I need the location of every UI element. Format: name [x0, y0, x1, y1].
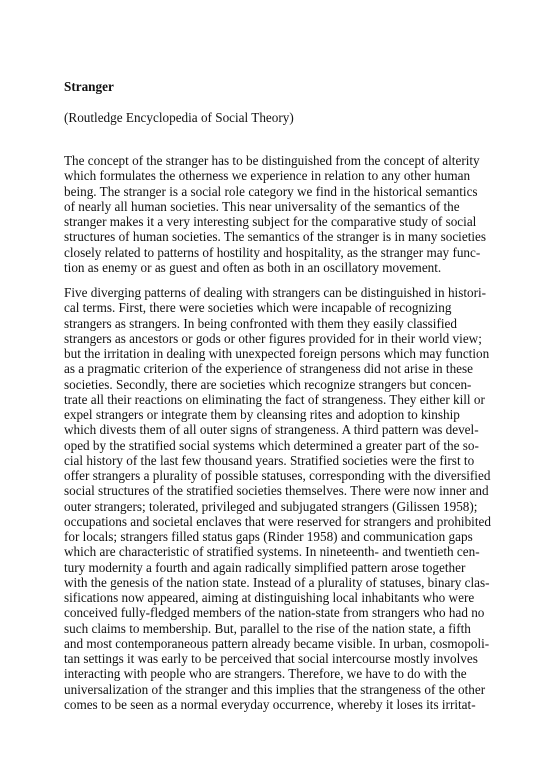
text-line: societies. Secondly, there are societies which recognize strangers but concen-	[64, 376, 472, 392]
text-line: structures of human societies. The semantics of the stranger is in many societies	[64, 229, 487, 245]
text-line: as a pragmatic criterion of the experience of strangeness did not arise in these	[64, 361, 474, 377]
text-line: with the genesis of the nation state. Instead of a plurality of statuses, binary clas-	[64, 574, 490, 590]
text-line: tury modernity a fourth and again radically simplified pattern arose together	[64, 559, 466, 575]
text-line: oped by the stratified social systems which determined a greater part of the so-	[64, 437, 479, 453]
document-source: (Routledge Encyclopedia of Social Theory)	[64, 110, 294, 125]
text-line: which divests them of all outer signs of strangeness. A third pattern was devel-	[64, 422, 479, 438]
text-line: comes to be seen as a normal everyday occurrence, whereby it loses its irritat-	[64, 696, 476, 712]
text-line: of nearly all human societies. This near universality of the semantics of the	[64, 198, 460, 214]
text-line: Five diverging patterns of dealing with strangers can be distinguished in histori-	[64, 285, 487, 300]
text-line: expel strangers or integrate them by cleansing rites and adoption to kinship	[64, 407, 460, 422]
text-line: tan settings it was early to be perceived that social intercourse mostly involves	[64, 651, 478, 666]
text-line: cal terms. First, there were societies which were incapable of recognizing	[64, 300, 452, 316]
text-line: which are characteristic of stratified systems. In nineteenth- and twentieth cen-	[64, 544, 480, 560]
text-line: social structures of the stratified societies themselves. There were now inner and	[64, 483, 489, 499]
text-line: universalization of the stranger and this implies that the strangeness of the other	[64, 681, 486, 697]
text-line: stranger makes it a very interesting subject for the comparative study of social	[64, 214, 477, 229]
text-line: outer strangers; tolerated, privileged and subjugated strangers (Gilissen 1958);	[64, 498, 478, 514]
document-title: Stranger	[64, 79, 114, 94]
text-line: for locals; strangers filled status gaps (Rinder 1958) and communication gaps	[64, 529, 473, 544]
text-line: occupations and societal enclaves that were reserved for strangers and prohibited	[64, 513, 491, 529]
paragraph-1	[64, 153, 486, 275]
text-line: closely related to patterns of hostility and hospitality, as the stranger may func-	[64, 244, 481, 260]
text-line: being. The stranger is a social role category we find in the historical semantics	[64, 183, 478, 199]
text-line: The concept of the stranger has to be distinguished from the concept of alterity	[64, 153, 480, 168]
text-line: tion as enemy or as guest and often as both in an oscillatory movement.	[64, 259, 442, 275]
text-line: such claims to membership. But, parallel to the rise of the nation state, a fifth	[64, 620, 471, 636]
text-line: conceived fully-fledged members of the nation-state from strangers who had no	[64, 605, 485, 621]
text-line: cial history of the last few thousand years. Stratified societies were the first to	[64, 452, 475, 468]
text-line: interacting with people who are strangers. Therefore, we have to do with the	[64, 666, 467, 682]
text-line: but the irritation in dealing with unexpected foreign persons which may function	[64, 346, 490, 361]
paragraph-2	[64, 285, 491, 712]
text-line: sifications now appeared, aiming at distinguishing local inhabitants who were	[64, 590, 475, 605]
text-line: which formulates the otherness we experience in relation to any other human	[64, 168, 471, 184]
text-line: trate all their reactions on eliminating the fact of strangeness. They either kill or	[64, 391, 485, 407]
text-line: offer strangers a plurality of possible statuses, corresponding with the diversified	[64, 468, 491, 483]
text-line: strangers as ancestors or gods or other figures provided for in their world view;	[64, 330, 482, 346]
text-line: strangers as strangers. In being confronted with them they easily classified	[64, 315, 457, 331]
text-line: and most contemporaneous pattern already became visible. In urban, cosmopoli-	[64, 635, 490, 651]
